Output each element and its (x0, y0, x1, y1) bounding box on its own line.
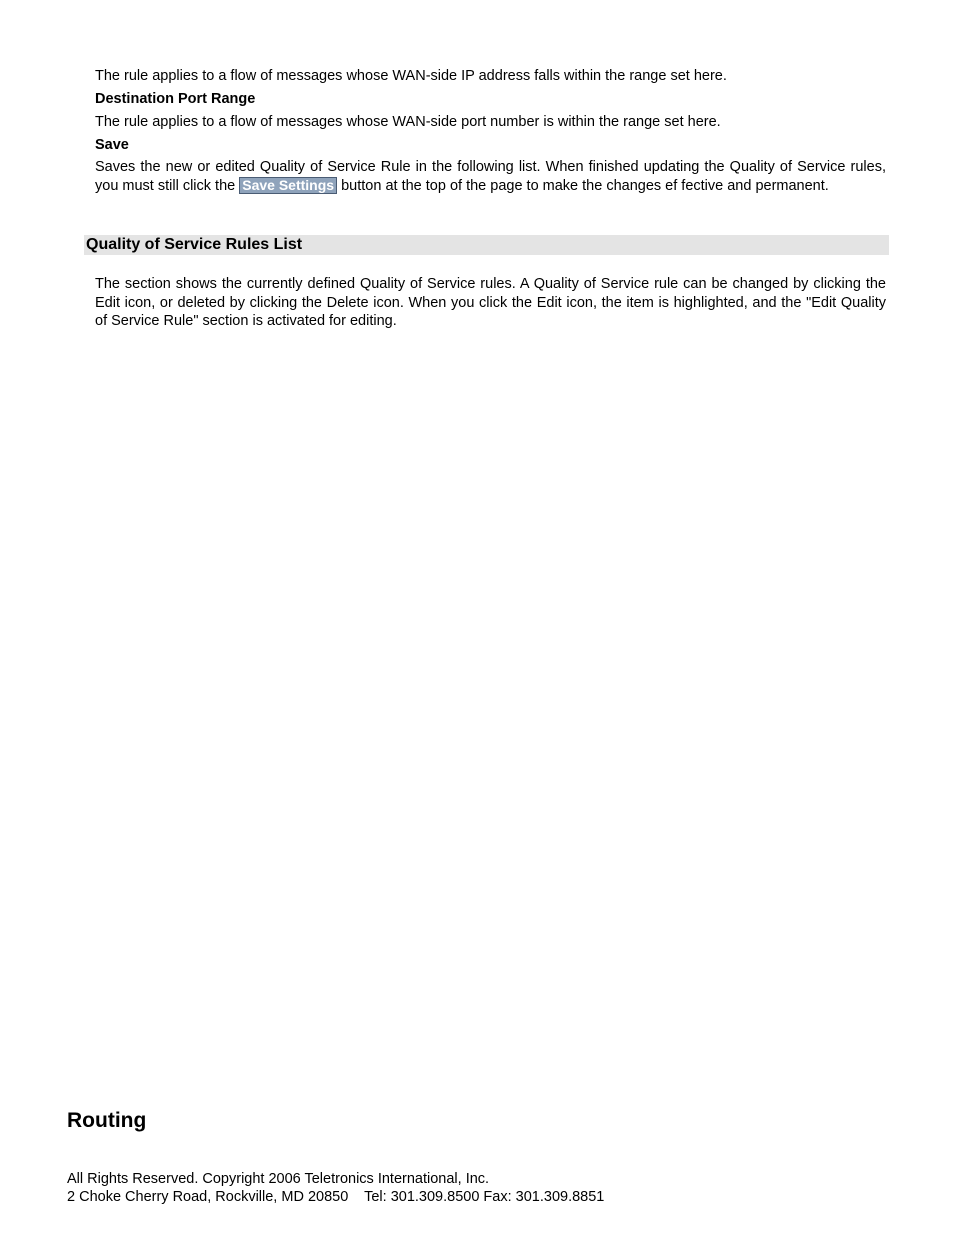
destination-port-range-heading: Destination Port Range (95, 91, 256, 107)
qos-rules-list-section-header (84, 235, 889, 255)
qos-rules-list-description: The section shows the currently defined Quality of Service rules. A Quality of Service rule can be changed by clicking the Edit icon, or deleted by clicking the Delete icon. When you click the Edit icon, the item is highlighted, and the "Edit Quality of Service Rule" section is activated for editing. (95, 276, 886, 329)
save-heading: Save (95, 137, 129, 153)
footer-copyright: All Rights Reserved. Copyright 2006 Teletronics International, Inc. (67, 1171, 490, 1187)
save-description (95, 158, 886, 195)
destination-port-range-description: The rule applies to a flow of messages whose WAN-side port number is within the range set here. (95, 114, 721, 130)
save-description-text-before: Saves the new or edited Quality of Service Rule in the following list. When finished updating the Quality of Service rules, you must still click the (95, 159, 886, 194)
footer-address: 2 Choke Cherry Road, Rockville, MD 20850 Tel: 301.309.8500 Fax: 301.309.8851 (67, 1189, 605, 1205)
save-settings-button[interactable]: Save Settings (239, 177, 337, 194)
qos-rules-list-title: Quality of Service Rules List (86, 236, 303, 253)
routing-heading: Routing (67, 1109, 147, 1132)
wan-ip-range-description: The rule applies to a flow of messages whose WAN-side IP address falls within the range set here. (95, 68, 727, 84)
save-description-text-after: button at the top of the page to make the changes ef fective and permanent. (337, 177, 829, 194)
